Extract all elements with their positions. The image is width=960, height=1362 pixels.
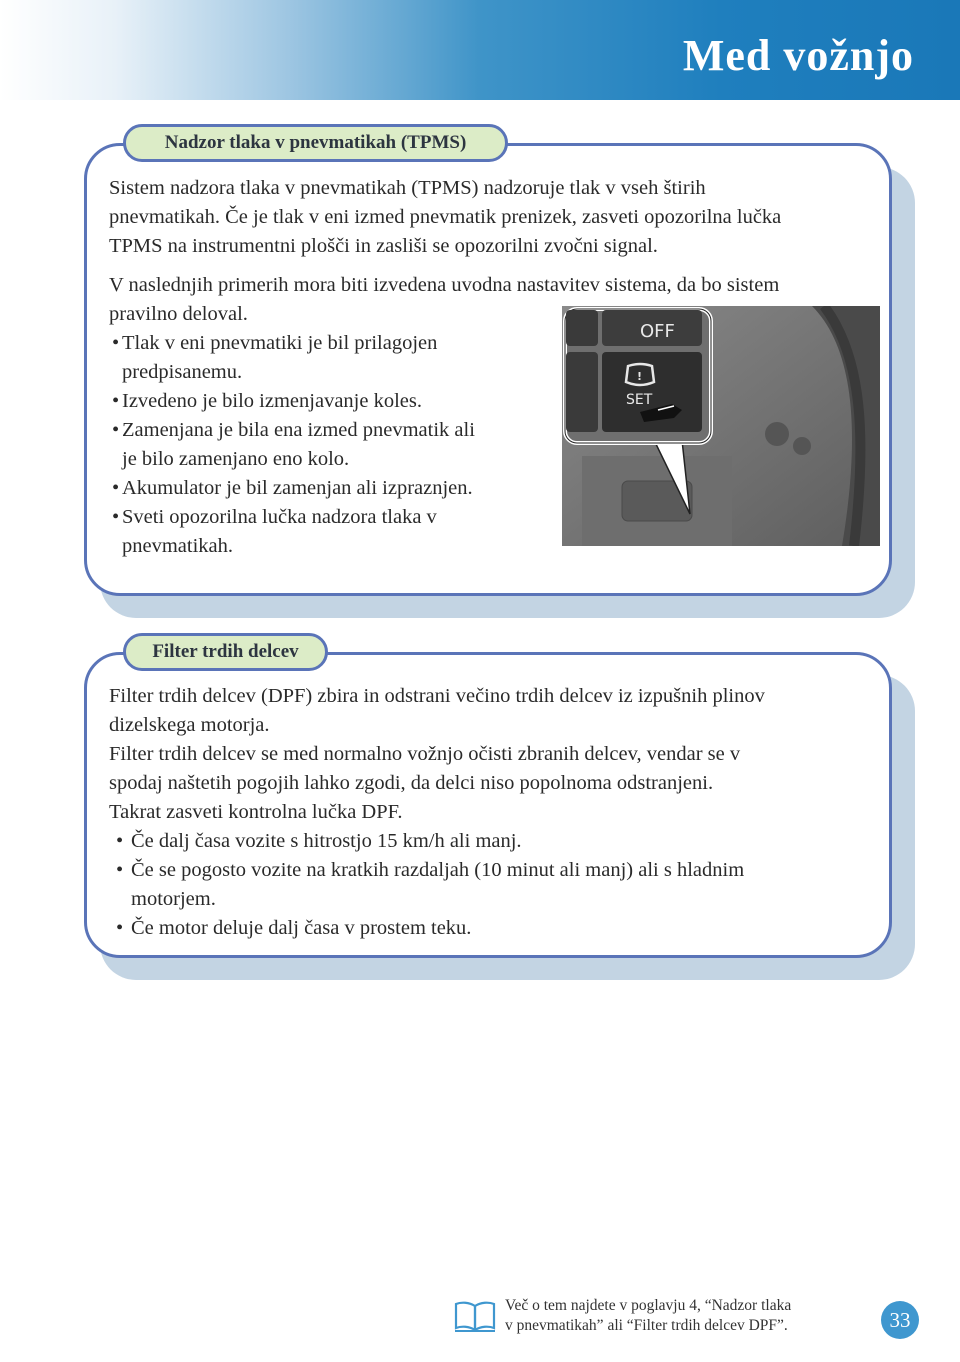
tpms-bullet-3-line1: Zamenjana je bila ena izmed pnevmatik ali xyxy=(122,419,475,441)
reference-note xyxy=(505,1296,791,1336)
bullet-mark: • xyxy=(116,859,124,881)
bullet-mark: • xyxy=(112,419,120,441)
dpf-bullet-1-line1: Če dalj časa vozite s hitrostjo 15 km/h ali manj. xyxy=(131,830,522,852)
bullet-mark: • xyxy=(112,506,120,528)
tpms-para1-line2: pnevmatikah. Če je tlak v eni izmed pnevmatik prenizek, zasveti opozorilna lučka xyxy=(109,206,782,228)
bullet-mark: • xyxy=(116,830,124,852)
page-title: Med vožnjo xyxy=(682,31,914,80)
tpms-bullet-1-line1: Tlak v eni pnevmatiki je bil prilagojen xyxy=(122,332,438,354)
tpms-bullet-5-line1: Sveti opozorilna lučka nadzora tlaka v xyxy=(122,506,437,528)
bullet-mark: • xyxy=(112,477,120,499)
dpf-para2-line2: spodaj naštetih pogojih lahko zgodi, da delci niso popolnoma odstranjeni. xyxy=(109,772,714,794)
dpf-para2-line3: Takrat zasveti kontrolna lučka DPF. xyxy=(109,801,403,823)
reference-note-line1: Več o tem najdete v poglavju 4, “Nadzor tlaka xyxy=(505,1297,792,1314)
set-button-label: SET xyxy=(626,392,653,408)
page-number: 33 xyxy=(881,1301,919,1339)
tpms-bullet-3-line2: je bilo zamenjano eno kolo. xyxy=(122,448,350,470)
bullet-mark: • xyxy=(112,332,120,354)
bullet-mark: • xyxy=(116,917,124,939)
off-button-label: OFF xyxy=(640,321,675,342)
bullet-mark: • xyxy=(112,390,120,412)
dpf-para1-line2: dizelskega motorja. xyxy=(109,714,270,736)
svg-text:!: ! xyxy=(637,370,643,383)
tpms-set-button-photo xyxy=(562,306,880,546)
tpms-section-tab: Nadzor tlaka v pnevmatikah (TPMS) xyxy=(123,124,508,162)
dpf-bullet-2-line2: motorjem. xyxy=(131,888,216,910)
tpms-bullet-1-line2: predpisanemu. xyxy=(122,361,243,383)
dpf-para1-line1: Filter trdih delcev (DPF) zbira in odstrani večino trdih delcev iz izpušnih plinov xyxy=(109,685,765,707)
dpf-para2-line1: Filter trdih delcev se med normalno vožnjo očisti zbranih delcev, vendar se v xyxy=(109,743,741,765)
dpf-bullet-3-line1: Če motor deluje dalj časa v prostem teku. xyxy=(131,917,472,939)
tpms-para2-line1: V naslednjih primerih mora biti izvedena uvodna nastavitev sistema, da bo sistem xyxy=(109,274,780,296)
tpms-para1-line1: Sistem nadzora tlaka v pnevmatikah (TPMS) nadzoruje tlak v vseh štirih xyxy=(109,177,706,199)
tpms-para2-line2: pravilno deloval. xyxy=(109,303,248,325)
reference-note-line2: v pnevmatikah” ali “Filter trdih delcev DPF”. xyxy=(505,1317,788,1334)
tpms-bullet-5-line2: pnevmatikah. xyxy=(122,535,234,557)
header-band xyxy=(0,0,960,100)
tpms-para1-line3: TPMS na instrumentni plošči in zasliši se opozorilni zvočni signal. xyxy=(109,235,658,257)
tpms-bullet-4-line1: Akumulator je bil zamenjan ali izpraznjen. xyxy=(122,477,473,499)
dpf-section-tab: Filter trdih delcev xyxy=(123,633,328,671)
dpf-bullet-2-line1: Če se pogosto vozite na kratkih razdaljah (10 minut ali manj) ali s hladnim xyxy=(131,859,745,881)
open-book-icon xyxy=(454,1300,496,1334)
tpms-bullet-2-line1: Izvedeno je bilo izmenjavanje koles. xyxy=(122,390,422,412)
